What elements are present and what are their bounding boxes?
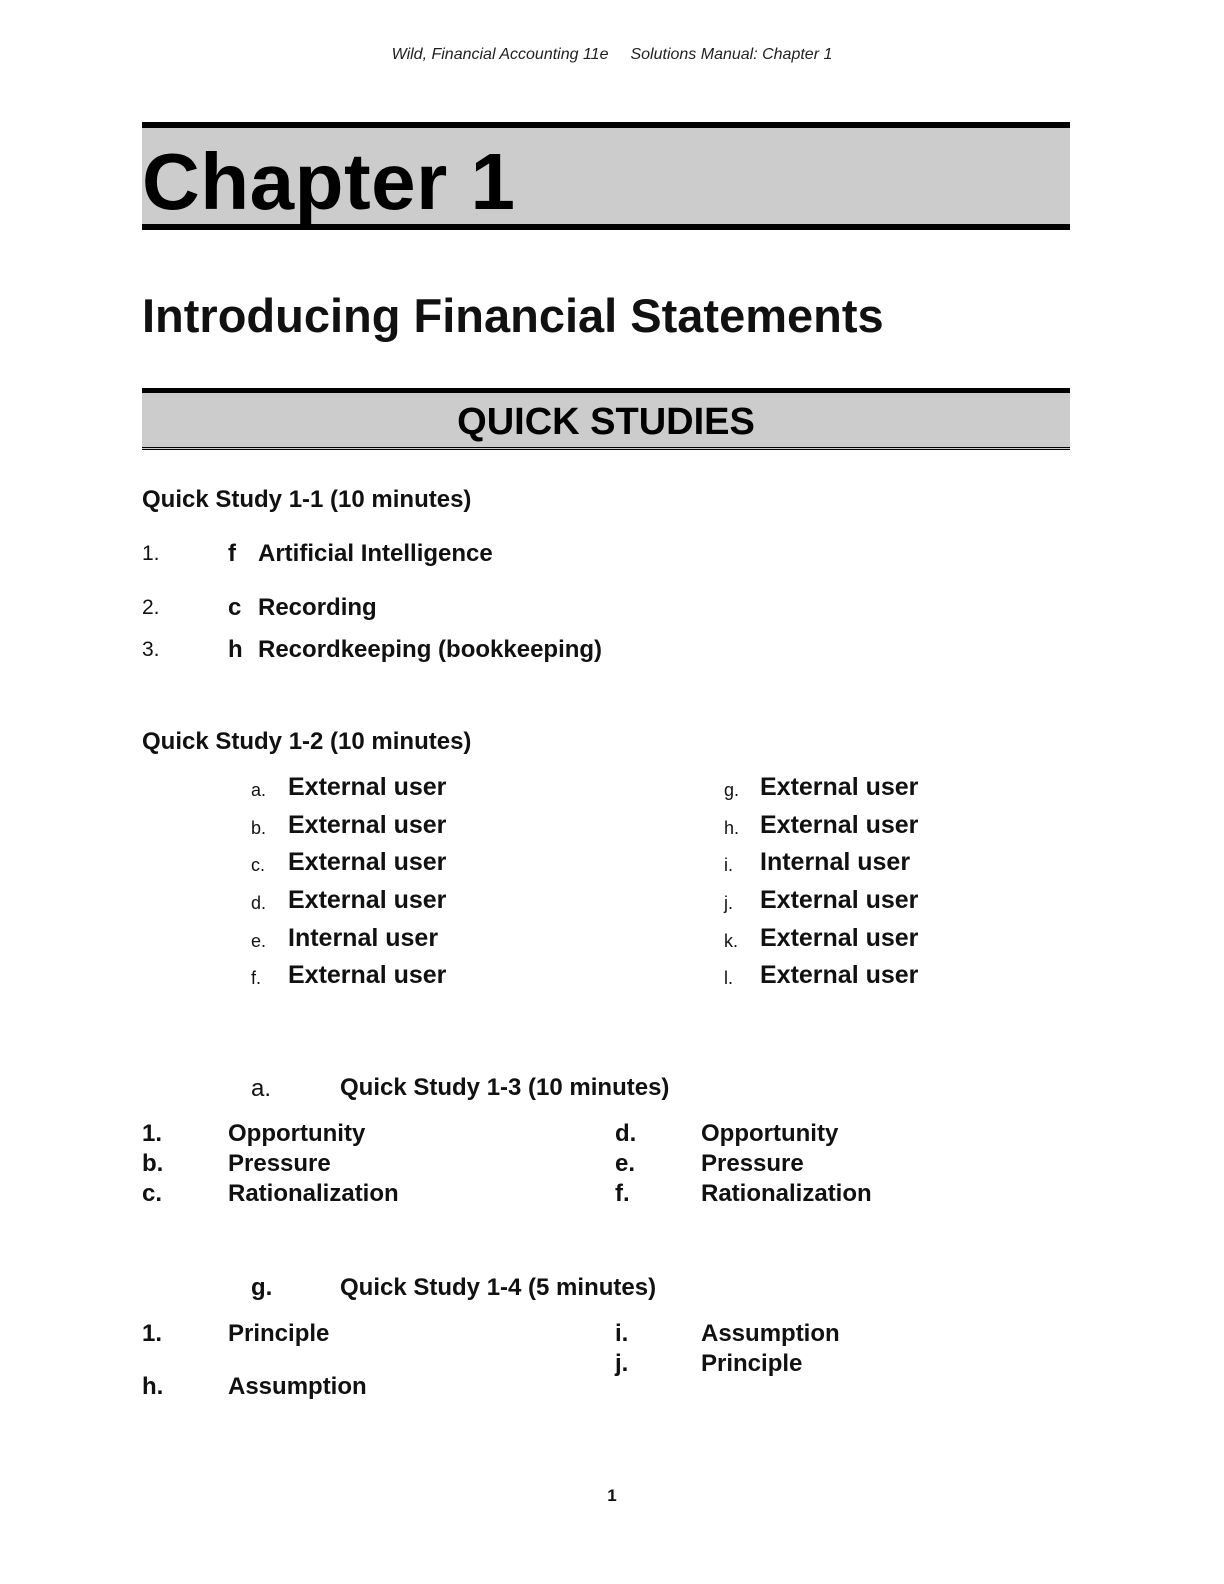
qs1-item-text: Recordkeeping (bookkeeping) bbox=[258, 636, 603, 663]
qs2-left-letter: b. bbox=[251, 818, 267, 838]
qs2-left-letter: e. bbox=[251, 931, 267, 951]
qs2-right-text: External user bbox=[760, 924, 919, 952]
qs1-item-text: Recording bbox=[258, 594, 377, 621]
qs1-item-text: Artificial Intelligence bbox=[258, 540, 493, 567]
qs2-right-letter: g. bbox=[724, 780, 740, 800]
qs3-right-letter: e. bbox=[615, 1150, 636, 1177]
qs2-right-letter: l. bbox=[724, 968, 733, 988]
header-manual-title: Solutions Manual: Chapter 1 bbox=[630, 46, 833, 63]
qs4-right-text: Assumption bbox=[701, 1320, 840, 1347]
qs2-left-letter: f. bbox=[251, 968, 262, 988]
qs3-left-text: Rationalization bbox=[228, 1180, 399, 1207]
qs3-right-text: Rationalization bbox=[701, 1180, 872, 1207]
qs1-item-number: 3. bbox=[142, 638, 160, 661]
qs4-title: Quick Study 1-4 (5 minutes) bbox=[340, 1274, 657, 1301]
qs2-right-letter: j. bbox=[724, 893, 733, 913]
qs2-left-text: External user bbox=[288, 773, 447, 801]
qs2-right-text: Internal user bbox=[760, 848, 911, 876]
chapter-title: Chapter 1 bbox=[142, 137, 516, 226]
qs4-right-letter: i. bbox=[615, 1320, 629, 1347]
qs2-right-text: External user bbox=[760, 961, 919, 989]
qs1-item-number: 2. bbox=[142, 596, 160, 619]
qs3-left-text: Pressure bbox=[228, 1150, 331, 1177]
running-header bbox=[0, 46, 1224, 64]
qs2-right-letter: i. bbox=[724, 855, 733, 875]
qs3-left-text: Opportunity bbox=[228, 1120, 366, 1147]
qs2-left-text: External user bbox=[288, 811, 447, 839]
qs2-right-text: External user bbox=[760, 886, 919, 914]
qs3-prefix-letter: a. bbox=[251, 1075, 272, 1102]
qs2-right-letter: k. bbox=[724, 931, 739, 951]
qs3-left-letter: b. bbox=[142, 1150, 164, 1177]
qs2-right-text: External user bbox=[760, 773, 919, 801]
qs3-right-text: Pressure bbox=[701, 1150, 804, 1177]
qs2-left-text: External user bbox=[288, 848, 447, 876]
qs3-left-letter: c. bbox=[142, 1180, 163, 1207]
qs2-right-text: External user bbox=[760, 811, 919, 839]
qs1-item-letter: c bbox=[228, 594, 242, 621]
qs2-left-letter: d. bbox=[251, 893, 267, 913]
qs3-right-text: Opportunity bbox=[701, 1120, 839, 1147]
qs4-left-letter: h. bbox=[142, 1373, 164, 1400]
qs4-right-text: Principle bbox=[701, 1350, 803, 1377]
qs1-item-letter: f bbox=[228, 540, 236, 567]
qs3-right-letter: d. bbox=[615, 1120, 637, 1147]
qs3-right-letter: f. bbox=[615, 1180, 630, 1207]
qs1-item-number: 1. bbox=[142, 542, 160, 565]
qs3-title: Quick Study 1-3 (10 minutes) bbox=[340, 1074, 670, 1101]
section-band-title: QUICK STUDIES bbox=[457, 401, 755, 443]
qs4-right-letter: j. bbox=[615, 1350, 629, 1377]
qs2-left-text: Internal user bbox=[288, 924, 439, 952]
page-number: 1 bbox=[607, 1486, 617, 1505]
qs4-left-text: Principle bbox=[228, 1320, 330, 1347]
section-band bbox=[142, 388, 1070, 450]
qs1-item-letter: h bbox=[228, 636, 243, 663]
qs2-left-letter: c. bbox=[251, 855, 266, 875]
qs4-left-letter: 1. bbox=[142, 1320, 163, 1347]
qs2-left-text: External user bbox=[288, 961, 447, 989]
qs1-title: Quick Study 1-1 (10 minutes) bbox=[142, 486, 472, 513]
qs2-title: Quick Study 1-2 (10 minutes) bbox=[142, 728, 472, 755]
qs4-left-text: Assumption bbox=[228, 1373, 367, 1400]
qs2-right-letter: h. bbox=[724, 818, 740, 838]
qs2-left-text: External user bbox=[288, 886, 447, 914]
header-book-title: Wild, Financial Accounting 11e bbox=[391, 46, 609, 63]
qs3-left-letter: 1. bbox=[142, 1120, 163, 1147]
qs2-left-letter: a. bbox=[251, 780, 267, 800]
chapter-subtitle: Introducing Financial Statements bbox=[142, 289, 884, 342]
chapter-band bbox=[142, 122, 1070, 230]
qs4-prefix-letter: g. bbox=[251, 1274, 273, 1301]
